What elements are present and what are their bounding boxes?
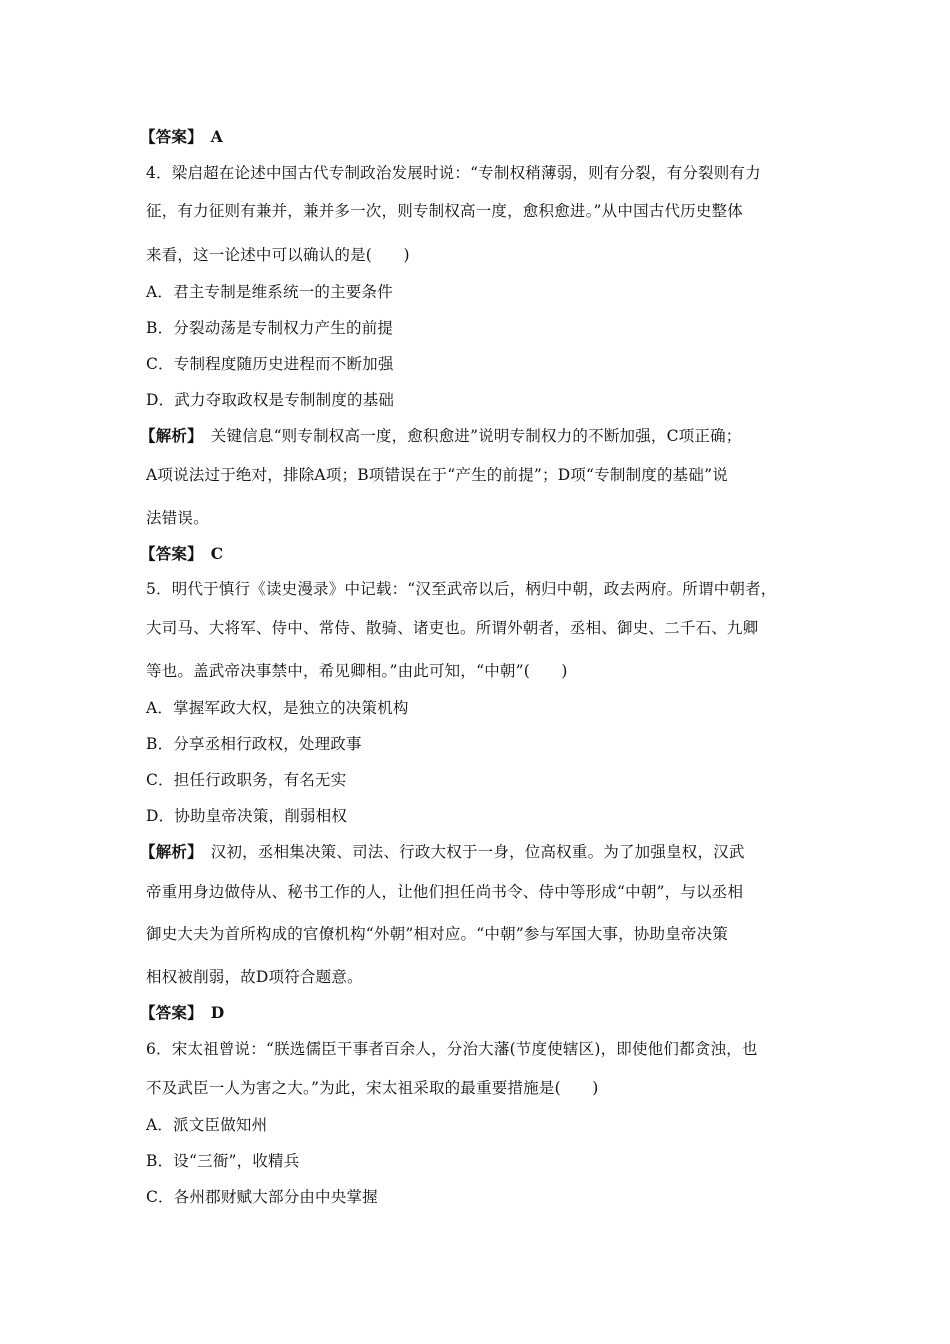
q4-analysis-line-3: 法错误。 bbox=[146, 509, 209, 527]
q6-stem-line-1: 6．宋太祖曾说：“朕选儒臣干事者百余人，分治大藩(节度使辖区)，即使他们都贪浊，也 bbox=[146, 1040, 758, 1058]
q4-option-d: D．武力夺取政权是专制制度的基础 bbox=[146, 391, 395, 409]
q4-analysis-line-1: 【解析】 关键信息“则专制权高一度，愈积愈进”说明专制权力的不断加强，C项正确； bbox=[140, 426, 742, 445]
q4-option-a: A．君主专制是维系统一的主要条件 bbox=[146, 283, 393, 301]
q5-option-a: A．掌握军政大权，是独立的决策机构 bbox=[146, 699, 409, 717]
q4-analysis-line-2: A项说法过于绝对，排除A项；B项错误在于“产生的前提”；D项“专制制度的基础”说 bbox=[146, 466, 728, 484]
analysis-label: 【解析】 bbox=[140, 426, 196, 445]
q5-stem-line-1: 5．明代于慎行《读史漫录》中记载：“汉至武帝以后，柄归中朝，政去两府。所谓中朝者， bbox=[146, 580, 777, 598]
q6-option-c: C．各州郡财赋大部分由中央掌握 bbox=[146, 1188, 378, 1206]
q4-stem-line-3: 来看，这一论述中可以确认的是( ) bbox=[146, 246, 410, 264]
analysis-label: 【解析】 bbox=[140, 842, 196, 861]
q6-option-a: A．派文臣做知州 bbox=[146, 1116, 268, 1134]
answer-q3: 【答案】 A bbox=[140, 127, 223, 146]
q5-option-d: D．协助皇帝决策，削弱相权 bbox=[146, 807, 348, 825]
q5-stem-line-3: 等也。盖武帝决事禁中，希见卿相。”由此可知，“中朝”( ) bbox=[146, 662, 568, 680]
q5-stem-line-2: 大司马、大将军、侍中、常侍、散骑、诸吏也。所谓外朝者，丞相、御史、二千石、九卿 bbox=[146, 619, 759, 637]
q5-analysis-line-2: 帝重用身边做侍从、秘书工作的人，让他们担任尚书令、侍中等形成“中朝”，与以丞相 bbox=[146, 883, 744, 901]
q5-analysis-line-3: 御史大夫为首所构成的官僚机构“外朝”相对应。“中朝”参与军国大事，协助皇帝决策 bbox=[146, 925, 728, 943]
answer-q5: 【答案】 D bbox=[140, 1003, 225, 1022]
q5-analysis-line-4: 相权被削弱，故D项符合题意。 bbox=[146, 968, 363, 986]
answer-q4: 【答案】 C bbox=[140, 544, 224, 563]
q4-option-c: C．专制程度随历史进程而不断加强 bbox=[146, 355, 394, 373]
q4-stem-line-1: 4．梁启超在论述中国古代专制政治发展时说：“专制权稍薄弱，则有分裂，有分裂则有力 bbox=[146, 164, 761, 182]
q4-option-b: B．分裂动荡是专制权力产生的前提 bbox=[146, 319, 394, 337]
q5-analysis-line-1: 【解析】 汉初，丞相集决策、司法、行政大权于一身，位高权重。为了加强皇权，汉武 bbox=[140, 842, 745, 861]
q4-stem-line-2: 征，有力征则有兼并，兼并多一次，则专制权高一度，愈积愈进。”从中国古代历史整体 bbox=[146, 202, 743, 220]
q6-stem-line-2: 不及武臣一人为害之大。”为此，宋太祖采取的最重要措施是( ) bbox=[146, 1079, 599, 1097]
q5-option-c: C．担任行政职务，有名无实 bbox=[146, 771, 347, 789]
q6-option-b: B．设“三衙”，收精兵 bbox=[146, 1152, 300, 1170]
q5-option-b: B．分享丞相行政权，处理政事 bbox=[146, 735, 362, 753]
